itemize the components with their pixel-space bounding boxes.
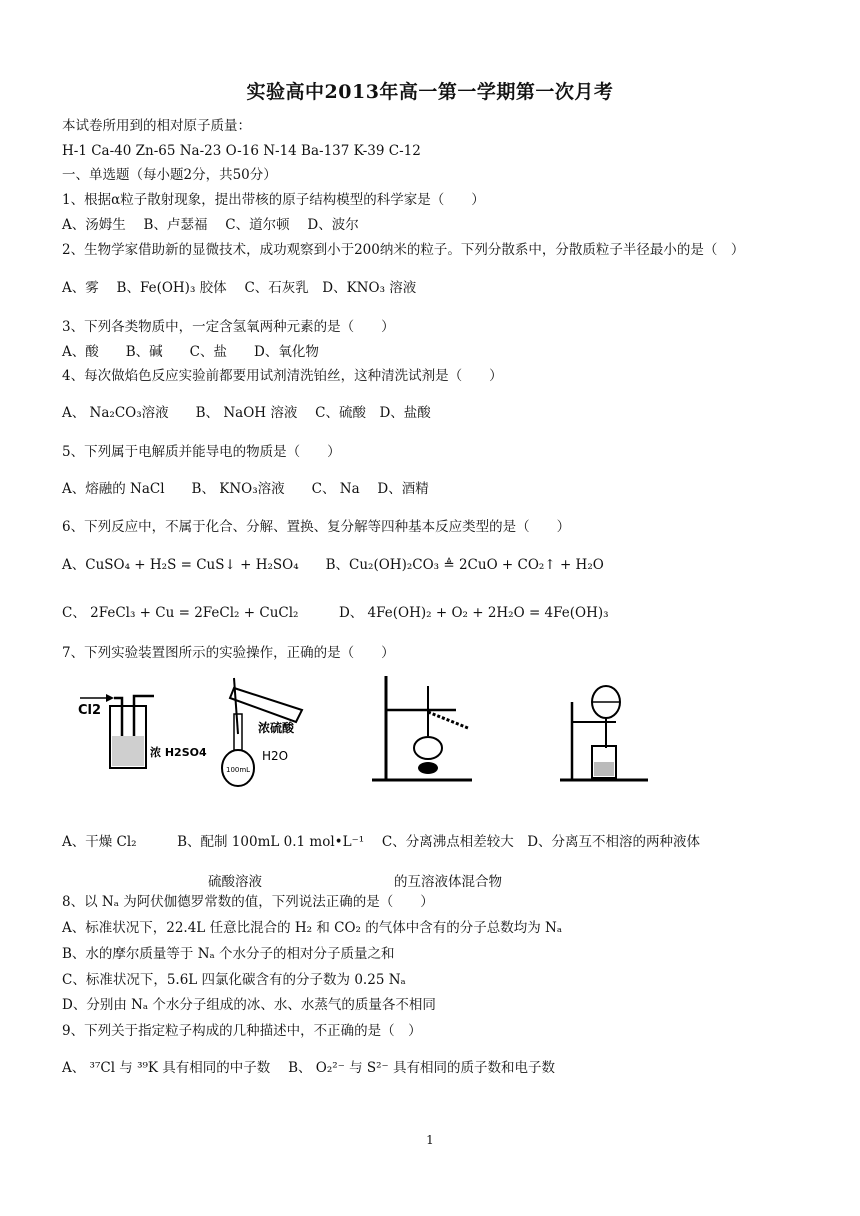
question-8: 8、以 Nₐ 为阿伏伽德罗常数的值，下列说法正确的是（ ） — [62, 894, 434, 910]
question-9-options: A、 ³⁷Cl 与 ³⁹K 具有相同的中子数 B、 O₂²⁻ 与 S²⁻ 具有相同的质子数和电子数 — [62, 1060, 555, 1076]
conc-acid-label: 浓硫酸 — [258, 721, 295, 735]
water-label: H2O — [262, 749, 289, 763]
question-7-option-b-cont: 硫酸溶液 — [208, 874, 262, 890]
atomic-masses: H-1 Ca-40 Zn-65 Na-23 O-16 N-14 Ba-137 K-39 C-12 — [62, 143, 421, 159]
question-7-option-c-cont: 的互溶液体混合物 — [394, 874, 502, 890]
question-6: 6、下列反应中，不属于化合、分解、置换、复分解等四种基本反应类型的是（ ） — [62, 519, 571, 535]
exam-title: 实验高中2013年高一第一学期第一次月考 — [246, 81, 614, 103]
intro-text: 本试卷所用到的相对原子质量： — [62, 118, 251, 134]
question-4: 4、每次做焰色反应实验前都要用试剂清洗铂丝，这种清洗试剂是（ ） — [62, 368, 503, 384]
question-6-options-ab: A、CuSO₄ + H₂S = CuS↓ + H₂SO₄ B、Cu₂(OH)₂CO₃ ≜ 2CuO + CO₂↑ + H₂O — [62, 557, 604, 573]
flask-volume-label: 100mL — [226, 766, 251, 774]
question-7: 7、下列实验装置图所示的实验操作，正确的是（ ） — [62, 645, 395, 661]
page-number: 1 — [426, 1133, 434, 1147]
question-1-options: A、汤姆生 B、卢瑟福 C、道尔顿 D、波尔 — [62, 217, 359, 233]
volumetric-flask-figure — [220, 674, 330, 792]
question-2-options: A、雾 B、Fe(OH)₃ 胶体 C、石灰乳 D、KNO₃ 溶液 — [62, 280, 417, 296]
question-6-options-cd: C、 2FeCl₃ + Cu = 2FeCl₂ + CuCl₂ D、 4Fe(OH)₂ + O₂ + 2H₂O = 4Fe(OH)₃ — [62, 605, 609, 621]
question-5: 5、下列属于电解质并能导电的物质是（ ） — [62, 444, 341, 460]
section-heading: 一、单选题（每小题2分，共50分） — [62, 167, 277, 183]
distillation-figure — [372, 676, 482, 786]
separatory-funnel-figure — [556, 682, 656, 786]
h2so4-label: 浓 H2SO4 — [150, 746, 207, 759]
gas-washing-bottle-figure — [74, 684, 214, 772]
question-1: 1、根据α粒子散射现象，提出带核的原子结构模型的科学家是（ ） — [62, 192, 485, 208]
question-8-option-d: D、分别由 Nₐ 个水分子组成的冰、水、水蒸气的质量各不相同 — [62, 997, 436, 1013]
question-5-options: A、熔融的 NaCl B、 KNO₃溶液 C、 Na D、酒精 — [62, 481, 429, 497]
question-3: 3、下列各类物质中，一定含氢氧两种元素的是（ ） — [62, 319, 395, 335]
question-7-options: A、干燥 Cl₂ B、配制 100mL 0.1 mol•L⁻¹ C、分离沸点相差较大 D、分离互不相溶的两种液体 — [62, 834, 701, 850]
question-8-option-c: C、标准状况下，5.6L 四氯化碳含有的分子数为 0.25 Nₐ — [62, 972, 406, 988]
question-9: 9、下列关于指定粒子构成的几种描述中，不正确的是（ ） — [62, 1023, 422, 1039]
question-3-options: A、酸 B、碱 C、盐 D、氧化物 — [62, 344, 319, 360]
question-8-option-b: B、水的摩尔质量等于 Nₐ 个水分子的相对分子质量之和 — [62, 946, 395, 962]
cl2-label: Cl2 — [78, 703, 102, 718]
question-4-options: A、 Na₂CO₃溶液 B、 NaOH 溶液 C、硫酸 D、盐酸 — [62, 405, 431, 421]
question-8-option-a: A、标准状况下，22.4L 任意比混合的 H₂ 和 CO₂ 的气体中含有的分子总数均为 Nₐ — [62, 920, 563, 936]
question-2: 2、生物学家借助新的显微技术，成功观察到小于200纳米的粒子。下列分散系中，分散质粒子半径最小的是（ ） — [62, 242, 745, 258]
